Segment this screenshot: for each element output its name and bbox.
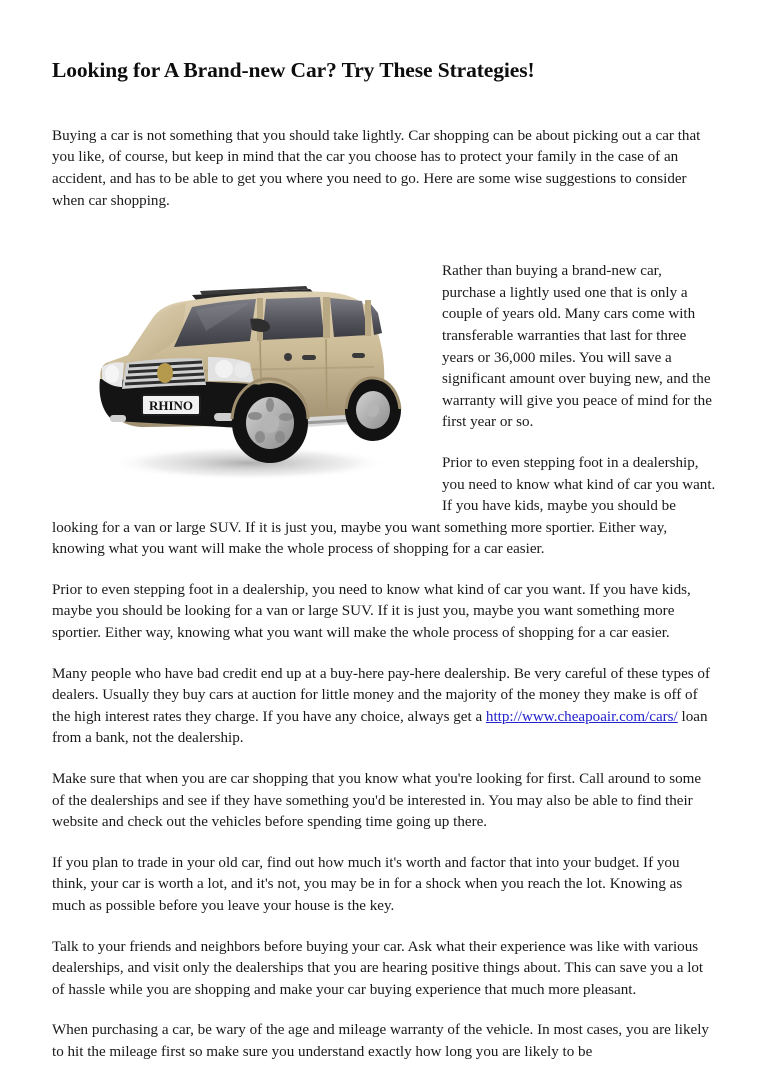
document-content [52, 0, 716, 1064]
paragraph-bad-credit [52, 664, 716, 750]
suv-image-figure [74, 267, 412, 495]
intro-spacer [52, 231, 716, 261]
cheapoair-cars-link[interactable]: http://www.cheapoair.com/cars/ [485, 708, 678, 725]
bad-credit-text-after: loan from a bank, not the dealership. [52, 708, 708, 747]
article-body [52, 126, 716, 1064]
paragraph-dealership-prep-2: Prior to even stepping foot in a dealership, you need to know what kind of car you want. If you have kids, maybe you should be looking for a van or large SUV. If it is just you, maybe you want something more sportier. Either way, knowing what you want will make the whole process of shopping for a car easier. [52, 581, 691, 642]
paragraph-used-car: Rather than buying a brand-new car, purchase a lightly used one that is only a couple of years old. Many cars come with transferable warranties that last for three years or 36,000 miles. You will save a significant amount over buying new, and the warranty will give you peace of mind for the first year or so. [442, 263, 712, 431]
paragraph-trade-in: If you plan to trade in your old car, find out how much it's worth and factor that into your budget. If you think, your car is worth a lot, and it's not, you may be in for a shock when you reach the lot. Knowing as much as possible before you leave your house is the key. [52, 854, 683, 915]
page-title: Looking for A Brand-new Car? Try These Strategies! [52, 58, 535, 82]
paragraph-dealership-prep-1: Prior to even stepping foot in a dealership, you need to know what kind of car you want. If you have kids, maybe you should be looking for a van or large SUV. If it is just you, maybe you want something more sportier. Either way, knowing what you want will make the whole process of shopping for a car easier. [52, 454, 716, 558]
bad-credit-text-before: Many people who have bad credit end up at a buy-here pay-here dealership. Be very careful of these types of dealers. Usually they buy cars at auction for little money and the majority of the money they make is off of the high interest rates they charge. If you have any choice, always get a [52, 665, 710, 725]
paragraph-ask-friends: Talk to your friends and neighbors before buying your car. Ask what their experience was like with various dealerships, and visit only the dealerships that you are hearing positive things about. This can save you a lot of hassle while you are shopping and make your car buying experience that much more pleasant. [52, 938, 704, 998]
paragraph-mileage-warranty: When purchasing a car, be wary of the age and mileage warranty of the vehicle. In most cases, you are likely to hit the mileage first so make sure you understand exactly how long you are likely to be [52, 1022, 709, 1060]
license-plate-text: RHINO [148, 398, 194, 414]
paragraph-intro: Buying a car is not something that you should take lightly. Car shopping can be about picking out a car that you like, of course, but keep in mind that the car you choose has to protect your family in the case of an accident, and has to be able to get you where you need to go. Here are some wise suggestions to consider when car shopping. [52, 127, 701, 209]
tan-suv-icon [74, 267, 412, 495]
paragraph-know-what-first: Make sure that when you are car shopping that you know what you're looking for first. Call around to some of the dealerships and see if they have something you'd be interested in. You may also be able to find their website and check out the vehicles before spending time going up there. [52, 771, 702, 831]
